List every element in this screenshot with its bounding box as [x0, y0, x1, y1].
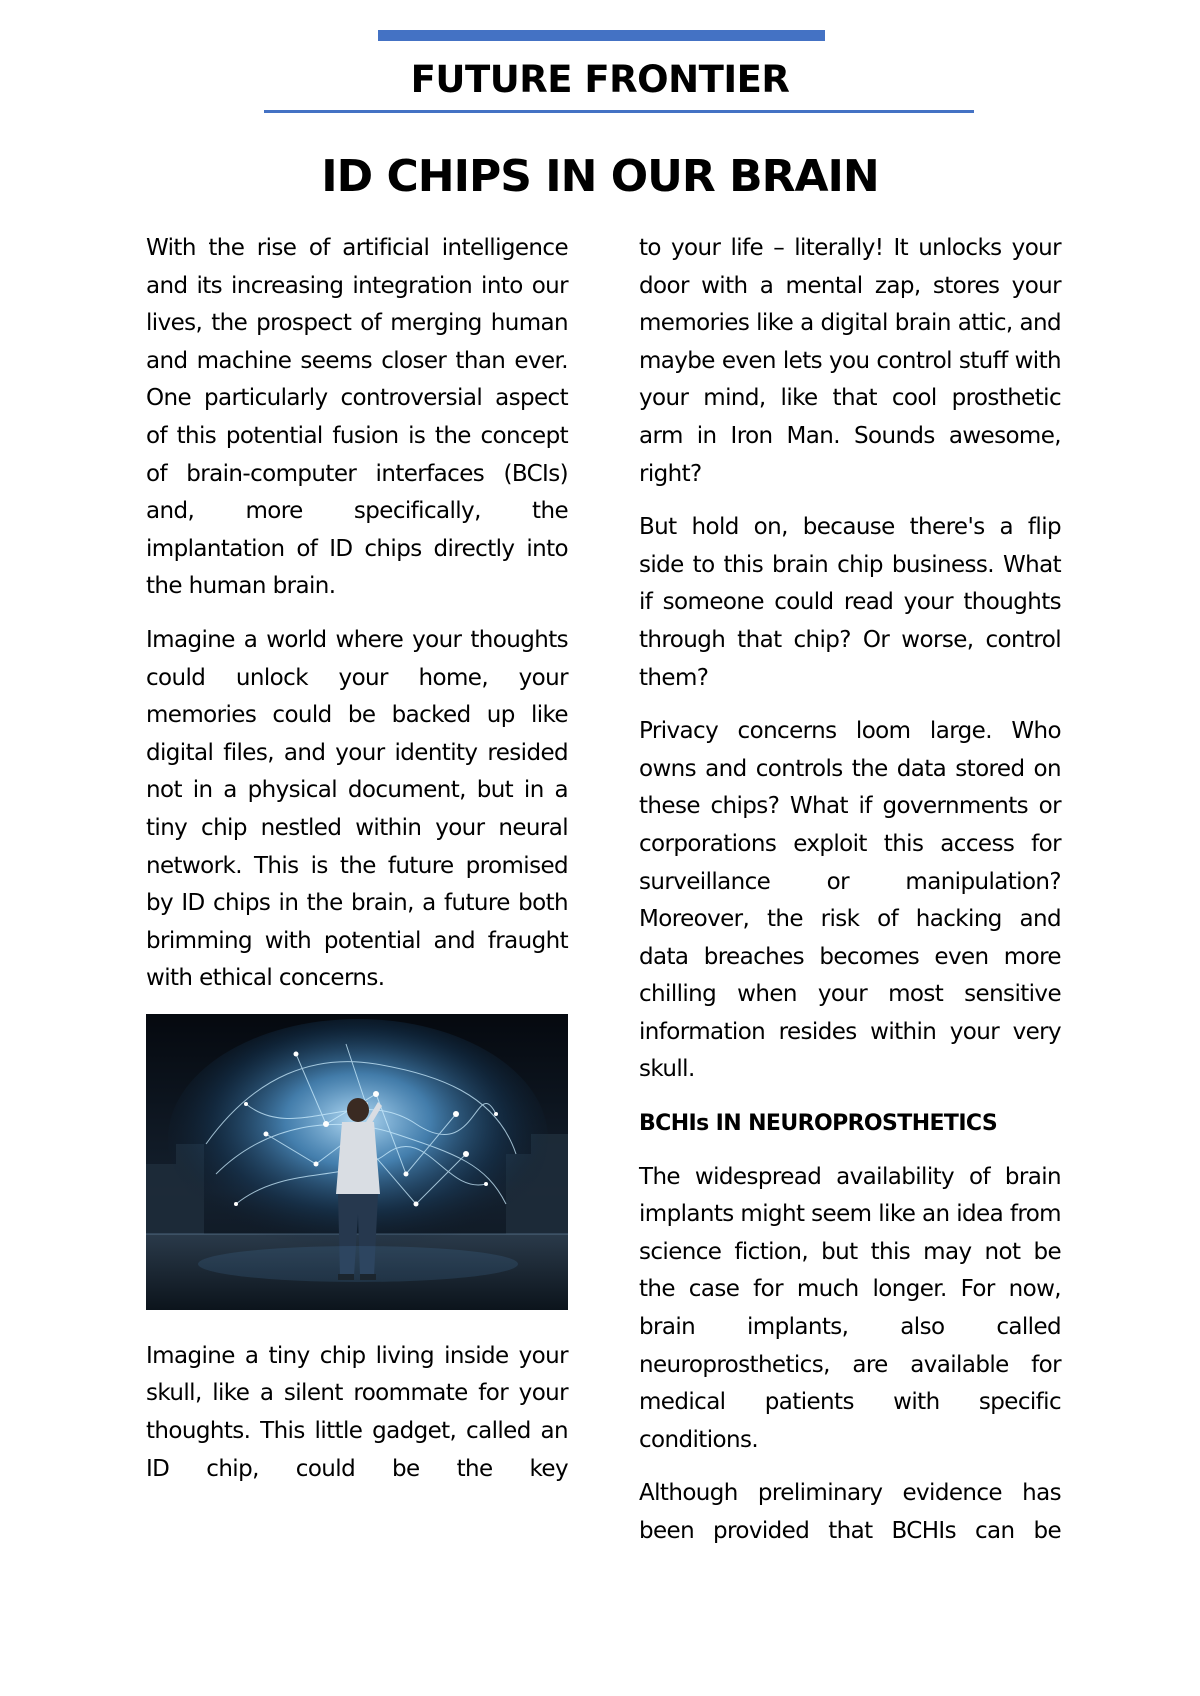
- right-column: [639, 230, 1061, 1567]
- section-heading: BCHIs IN NEUROPROSTHETICS: [639, 1111, 998, 1137]
- right-paragraph-1: to your life – literally! It unlocks your door with a mental zap, stores your memories like a digital brain attic, and maybe even lets you control stuff with your mind, like that cool prosthetic arm in Iron Man. Sounds awesome, right?: [639, 235, 1061, 487]
- masthead-rule: [264, 110, 974, 113]
- left-paragraph-3: Imagine a tiny chip living inside your skull, like a silent roommate for your thoughts. This little gadget, called an ID chip, could be the key: [146, 1342, 568, 1482]
- brain-network-illustration: [146, 1014, 568, 1310]
- right-paragraph-2: But hold on, because there's a flip side to this brain chip business. What if someone could read your thoughts through that chip? Or worse, control them?: [639, 514, 1061, 691]
- left-paragraph-1: With the rise of artificial intelligence and its increasing integration into our lives, the prospect of merging human and machine seems closer than ever. One particularly controversial aspect of this potential fusion is the concept of brain-computer interfaces (BCIs) and, more specifically, the implantation of ID chips directly into the human brain.: [146, 235, 568, 600]
- top-accent-bar: [378, 30, 825, 41]
- right-paragraph-5: Although preliminary evidence has been provided that BCHIs can be: [639, 1480, 1061, 1544]
- right-paragraph-3: Privacy concerns loom large. Who owns and controls the data stored on these chips? What if governments or corporations exploit this access for surveillance or manipulation? Moreover, the risk of hacking and data breaches becomes even more chilling when your most sensitive information resides within your very skull.: [639, 718, 1061, 1083]
- masthead: FUTURE FRONTIER: [410, 58, 790, 101]
- left-column: [146, 230, 568, 1504]
- article-headline: ID CHIPS IN OUR BRAIN: [321, 151, 879, 202]
- right-paragraph-4: The widespread availability of brain implants might seem like an idea from science fiction, but this may not be the case for much longer. For now, brain implants, also called neuroprosthetics, are available for medical patients with specific conditions.: [639, 1163, 1061, 1453]
- brain-network-photo: [146, 1014, 568, 1310]
- left-paragraph-2: Imagine a world where your thoughts could unlock your home, your memories could be backed up like digital files, and your identity resided not in a physical document, but in a tiny chip nestled within your neural network. This is the future promised by ID chips in the brain, a future both brimming with potential and fraught with ethical concerns.: [146, 626, 568, 992]
